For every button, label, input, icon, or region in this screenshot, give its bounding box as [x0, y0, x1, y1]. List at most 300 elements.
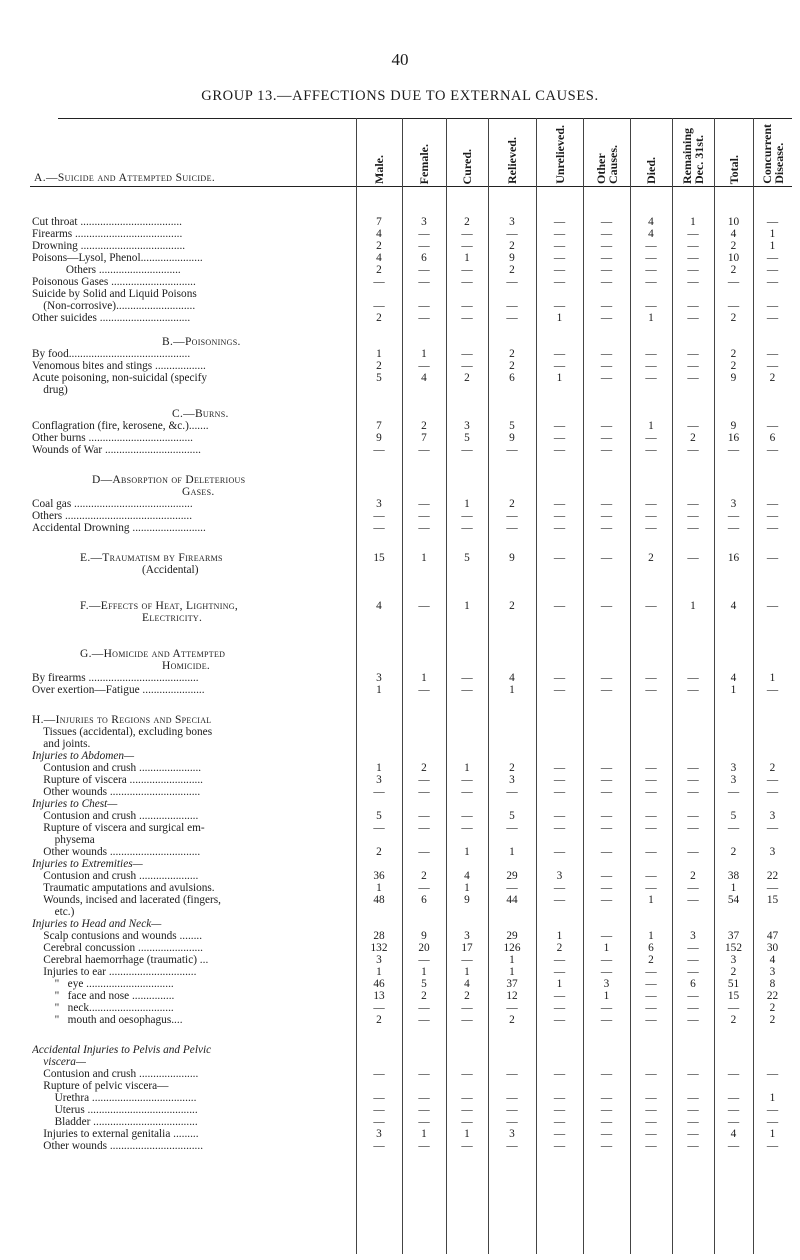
- section-heading: C.—Burns.: [172, 408, 229, 420]
- column-header-label: Other Causes.: [593, 144, 620, 184]
- row-label: Tissues (accidental), excluding bones: [32, 726, 213, 738]
- cell-other-causes: 1: [603, 990, 610, 1002]
- cell-male: 2: [376, 360, 382, 372]
- cell-male: 1: [376, 348, 382, 360]
- cell-male: 2: [376, 312, 382, 324]
- cell-female: 6: [421, 894, 427, 906]
- cell-other-causes: —: [600, 264, 613, 276]
- column-rule-relieved: [488, 118, 489, 1254]
- cell-total: 1: [730, 684, 737, 696]
- cell-cured: 1: [464, 966, 470, 978]
- cell-total: 4: [730, 228, 737, 240]
- cell-concurrent-disease: —: [766, 312, 779, 324]
- cell-relieved: 5: [509, 810, 515, 822]
- table-row: [30, 918, 792, 930]
- row-label: Contusion and crush .....................: [32, 870, 199, 882]
- cell-male: —: [373, 1068, 385, 1080]
- cell-male: —: [373, 786, 385, 798]
- cell-died: —: [645, 348, 657, 360]
- table-row: [30, 552, 792, 564]
- cell-other-causes: —: [600, 216, 613, 228]
- cell-died: —: [645, 372, 657, 384]
- row-label: Contusion and crush .....................: [32, 1068, 199, 1080]
- page-number: 40: [391, 50, 409, 69]
- cell-unrelieved: —: [553, 264, 566, 276]
- cell-concurrent-disease: 3: [769, 966, 776, 978]
- cell-total: 2: [730, 966, 737, 978]
- cell-cured: 4: [464, 978, 470, 990]
- cell-total: 10: [727, 252, 740, 264]
- cell-total: 3: [730, 954, 737, 966]
- row-label: Injuries to Head and Neck—: [32, 918, 162, 930]
- cell-total: —: [727, 1140, 740, 1152]
- table-row: [30, 474, 792, 486]
- row-label: Injuries to Abdomen—: [32, 750, 135, 762]
- cell-female: —: [418, 276, 430, 288]
- cell-remaining: —: [687, 420, 699, 432]
- cell-other-causes: —: [600, 444, 613, 456]
- cell-total: —: [727, 276, 740, 288]
- cell-total: 4: [730, 600, 737, 612]
- cell-relieved: 3: [509, 1128, 515, 1140]
- cell-relieved: —: [506, 1104, 518, 1116]
- cell-male: 1: [376, 966, 382, 978]
- cell-cured: —: [461, 312, 473, 324]
- table-row: [30, 990, 792, 1002]
- cell-female: 1: [421, 552, 427, 564]
- cell-remaining: —: [687, 552, 699, 564]
- cell-male: —: [373, 822, 385, 834]
- cell-other-causes: —: [600, 1068, 613, 1080]
- table-row: [30, 714, 792, 726]
- cell-total: 2: [730, 312, 737, 324]
- cell-died: —: [645, 882, 657, 894]
- section-heading: E.—Traumatism by Firearms: [80, 552, 223, 564]
- table-row: [30, 834, 792, 846]
- cell-concurrent-disease: 2: [769, 762, 776, 774]
- row-label: Others .............................: [32, 264, 181, 276]
- row-label: By firearms .......................................: [32, 672, 199, 684]
- cell-other-causes: —: [600, 870, 613, 882]
- cell-died: —: [645, 300, 657, 312]
- cell-concurrent-disease: 15: [766, 894, 779, 906]
- table-row: [30, 564, 792, 576]
- cell-cured: 17: [461, 942, 473, 954]
- cell-unrelieved: —: [553, 810, 566, 822]
- table-row: [30, 810, 792, 822]
- cell-remaining: 6: [690, 978, 696, 990]
- cell-total: —: [727, 510, 740, 522]
- cell-remaining: 1: [690, 600, 696, 612]
- table-row: [30, 384, 792, 396]
- table-row: [30, 336, 792, 348]
- cell-remaining: —: [687, 312, 699, 324]
- table-row: [30, 798, 792, 810]
- cell-unrelieved: —: [553, 684, 566, 696]
- row-label: " neck..............................: [32, 1002, 174, 1014]
- cell-unrelieved: —: [553, 672, 566, 684]
- cell-died: —: [645, 846, 657, 858]
- cell-female: —: [418, 360, 430, 372]
- row-label: Injuries to Chest—: [32, 798, 118, 810]
- cell-other-causes: —: [600, 1002, 613, 1014]
- cell-female: 3: [421, 216, 427, 228]
- cell-cured: 1: [464, 600, 470, 612]
- table-row: [30, 612, 792, 624]
- cell-died: 4: [648, 228, 654, 240]
- cell-unrelieved: —: [553, 1140, 566, 1152]
- table-row: [30, 738, 792, 750]
- cell-remaining: 2: [690, 870, 696, 882]
- row-label: Contusion and crush .....................: [32, 810, 199, 822]
- row-label: Bladder .....................................: [32, 1116, 198, 1128]
- cell-died: —: [645, 1140, 657, 1152]
- table-top-rule: [58, 118, 792, 119]
- cell-remaining: 1: [690, 216, 696, 228]
- cell-other-causes: —: [600, 252, 613, 264]
- cell-remaining: 3: [690, 930, 696, 942]
- cell-cured: —: [461, 444, 473, 456]
- table-row: [30, 750, 792, 762]
- table-row: [30, 1128, 792, 1140]
- cell-died: —: [645, 1068, 657, 1080]
- cell-female: —: [418, 882, 430, 894]
- cell-relieved: 2: [509, 1014, 515, 1026]
- cell-remaining: —: [687, 300, 699, 312]
- cell-total: —: [727, 522, 740, 534]
- cell-unrelieved: —: [553, 1092, 566, 1104]
- row-label: " eye ...............................: [32, 978, 174, 990]
- cell-other-causes: —: [600, 786, 613, 798]
- cell-unrelieved: —: [553, 774, 566, 786]
- cell-unrelieved: —: [553, 360, 566, 372]
- column-header-female: [402, 120, 446, 184]
- cell-other-causes: —: [600, 966, 613, 978]
- cell-relieved: 29: [506, 930, 518, 942]
- cell-female: —: [418, 774, 430, 786]
- cell-total: 15: [727, 990, 740, 1002]
- cell-remaining: —: [687, 360, 699, 372]
- cell-male: 1: [376, 882, 382, 894]
- table-row: [30, 894, 792, 906]
- row-label: Cerebral concussion .......................: [32, 942, 203, 954]
- cell-female: —: [418, 1068, 430, 1080]
- cell-cured: 2: [464, 216, 470, 228]
- cell-other-causes: —: [600, 1128, 613, 1140]
- cell-male: —: [373, 300, 385, 312]
- cell-female: 6: [421, 252, 427, 264]
- cell-female: 20: [418, 942, 430, 954]
- table-row: [30, 966, 792, 978]
- cell-cured: 1: [464, 498, 470, 510]
- cell-died: —: [645, 966, 657, 978]
- row-label: (Accidental): [142, 564, 199, 576]
- row-label: Coal gas ..........................................: [32, 498, 193, 510]
- cell-died: —: [645, 510, 657, 522]
- table-row: [30, 252, 792, 264]
- column-header-label: Female.: [417, 143, 431, 184]
- cell-other-causes: —: [600, 810, 613, 822]
- cell-total: —: [727, 1104, 740, 1116]
- cell-cured: —: [461, 264, 473, 276]
- column-header-label: Relieved.: [505, 137, 519, 184]
- cell-male: 3: [376, 774, 382, 786]
- row-label: Rupture of viscera ..........................: [32, 774, 203, 786]
- cell-relieved: 2: [509, 360, 515, 372]
- row-label: Other suicides ................................: [32, 312, 191, 324]
- row-label: Acute poisoning, non-suicidal (specify: [32, 372, 208, 384]
- cell-other-causes: —: [600, 420, 613, 432]
- cell-total: 51: [727, 978, 740, 990]
- section-heading: F.—Effects of Heat, Lightning,: [80, 600, 239, 612]
- cell-remaining: —: [687, 372, 699, 384]
- section-heading: D—Absorption of Deleterious: [92, 474, 246, 486]
- section-heading: Gases.: [182, 486, 215, 498]
- cell-unrelieved: —: [553, 1104, 566, 1116]
- cell-other-causes: —: [600, 300, 613, 312]
- cell-relieved: 126: [503, 942, 521, 954]
- row-label: Wounds of War ..................................: [32, 444, 201, 456]
- cell-male: 7: [376, 420, 382, 432]
- section-heading: Electricity.: [142, 612, 203, 624]
- cell-cured: —: [461, 300, 473, 312]
- cell-died: —: [645, 1002, 657, 1014]
- cell-relieved: 44: [506, 894, 518, 906]
- cell-relieved: 1: [509, 684, 515, 696]
- cell-remaining: 2: [690, 432, 696, 444]
- table-row: [30, 1056, 792, 1068]
- cell-female: —: [418, 1104, 430, 1116]
- cell-female: 5: [421, 978, 427, 990]
- cell-died: 2: [648, 954, 654, 966]
- cell-total: 9: [730, 420, 737, 432]
- row-label: Other wounds .................................: [32, 1140, 204, 1152]
- cell-died: —: [645, 684, 657, 696]
- cell-relieved: 1: [509, 954, 515, 966]
- cell-cured: 9: [464, 894, 470, 906]
- cell-remaining: —: [687, 348, 699, 360]
- cell-unrelieved: —: [553, 1068, 566, 1080]
- row-label: Others .............................................: [32, 510, 193, 522]
- cell-total: —: [727, 300, 740, 312]
- cell-concurrent-disease: 22: [766, 870, 779, 882]
- column-header-label: Concurrent Disease.: [759, 124, 786, 184]
- cell-male: 132: [370, 942, 388, 954]
- cell-cured: —: [461, 276, 473, 288]
- cell-total: —: [727, 1068, 740, 1080]
- column-header-label: Total.: [726, 154, 741, 184]
- cell-other-causes: —: [600, 522, 613, 534]
- cell-relieved: 5: [509, 420, 515, 432]
- cell-unrelieved: 1: [556, 978, 563, 990]
- cell-died: —: [645, 498, 657, 510]
- cell-cured: —: [461, 1002, 473, 1014]
- table-row: [30, 786, 792, 798]
- cell-female: —: [418, 1014, 430, 1026]
- cell-other-causes: —: [600, 846, 613, 858]
- row-label: viscera—: [32, 1056, 86, 1068]
- column-rule-other-causes: [583, 118, 584, 1254]
- table-row: [30, 846, 792, 858]
- cell-other-causes: —: [600, 240, 613, 252]
- column-header-label: Died.: [644, 157, 658, 184]
- cell-remaining: —: [687, 1116, 699, 1128]
- table-row: [30, 264, 792, 276]
- table-row: [30, 522, 792, 534]
- cell-relieved: 2: [509, 264, 515, 276]
- cell-concurrent-disease: —: [766, 510, 779, 522]
- cell-other-causes: —: [600, 954, 613, 966]
- cell-other-causes: —: [600, 672, 613, 684]
- cell-female: —: [418, 846, 430, 858]
- cell-died: —: [645, 1104, 657, 1116]
- column-header-label: Unrelieved.: [552, 125, 567, 184]
- cell-unrelieved: 3: [556, 870, 563, 882]
- cell-female: —: [418, 522, 430, 534]
- row-label: Contusion and crush ......................: [32, 762, 202, 774]
- cell-male: 4: [376, 228, 382, 240]
- cell-total: 2: [730, 360, 737, 372]
- cell-remaining: —: [687, 228, 699, 240]
- table-row: [30, 216, 792, 228]
- cell-remaining: —: [687, 252, 699, 264]
- cell-unrelieved: —: [553, 954, 566, 966]
- cell-unrelieved: —: [553, 846, 566, 858]
- table-body: [30, 186, 792, 1254]
- cell-other-causes: —: [600, 348, 613, 360]
- cell-male: 5: [376, 372, 382, 384]
- column-header-cured: [446, 120, 488, 184]
- cell-other-causes: —: [600, 360, 613, 372]
- cell-concurrent-disease: —: [766, 444, 779, 456]
- cell-other-causes: —: [600, 762, 613, 774]
- column-rule-female: [402, 118, 403, 1254]
- cell-female: —: [418, 1092, 430, 1104]
- cell-unrelieved: —: [553, 786, 566, 798]
- cell-total: 16: [727, 432, 740, 444]
- cell-concurrent-disease: 2: [769, 372, 776, 384]
- table-row: [30, 228, 792, 240]
- cell-unrelieved: —: [553, 894, 566, 906]
- cell-concurrent-disease: 1: [769, 1128, 776, 1140]
- cell-unrelieved: —: [553, 822, 566, 834]
- row-label: Accidental Injuries to Pelvis and Pelvic: [32, 1044, 212, 1056]
- cell-relieved: 29: [506, 870, 518, 882]
- table-row: [30, 1116, 792, 1128]
- cell-concurrent-disease: —: [766, 420, 779, 432]
- cell-relieved: 9: [509, 252, 515, 264]
- cell-female: —: [418, 684, 430, 696]
- cell-male: 3: [376, 1128, 382, 1140]
- cell-concurrent-disease: —: [766, 360, 779, 372]
- cell-male: 3: [376, 672, 382, 684]
- cell-remaining: —: [687, 882, 699, 894]
- cell-cured: —: [461, 672, 473, 684]
- cell-other-causes: —: [600, 312, 613, 324]
- table-row: [30, 420, 792, 432]
- column-rule-male: [356, 118, 357, 1254]
- row-label: Poisons—Lysol, Phenol......................: [32, 252, 203, 264]
- table-row: [30, 870, 792, 882]
- cell-other-causes: —: [600, 882, 613, 894]
- cell-cured: 5: [464, 432, 470, 444]
- cell-unrelieved: —: [553, 300, 566, 312]
- cell-relieved: 9: [509, 432, 515, 444]
- cell-died: —: [645, 990, 657, 1002]
- cell-relieved: 2: [509, 240, 515, 252]
- cell-relieved: —: [506, 1068, 518, 1080]
- section-a-heading: A.—Suicide and Attempted Suicide.: [34, 172, 216, 184]
- cell-total: 1: [730, 882, 737, 894]
- column-rule-unrelieved: [536, 118, 537, 1254]
- cell-male: 3: [376, 954, 382, 966]
- cell-male: 4: [376, 252, 382, 264]
- table-row: [30, 408, 792, 420]
- cell-other-causes: —: [600, 510, 613, 522]
- cell-remaining: —: [687, 1002, 699, 1014]
- table-row: [30, 348, 792, 360]
- cell-relieved: —: [506, 444, 518, 456]
- cell-concurrent-disease: —: [766, 276, 779, 288]
- cell-concurrent-disease: —: [766, 264, 779, 276]
- table-row: [30, 858, 792, 870]
- table-row: [30, 372, 792, 384]
- cell-concurrent-disease: 3: [769, 846, 776, 858]
- table-row: [30, 600, 792, 612]
- column-header-label: Remaining Dec. 31st.: [680, 127, 706, 184]
- row-label: Other burns .....................................: [32, 432, 193, 444]
- cell-total: 4: [730, 1128, 737, 1140]
- cell-cured: 3: [464, 420, 470, 432]
- column-rule-total: [714, 118, 715, 1254]
- cell-unrelieved: —: [553, 882, 566, 894]
- cell-relieved: —: [506, 522, 518, 534]
- cell-total: 2: [730, 348, 737, 360]
- cell-died: —: [645, 672, 657, 684]
- cell-concurrent-disease: —: [766, 600, 779, 612]
- cell-unrelieved: —: [553, 276, 566, 288]
- cell-concurrent-disease: —: [766, 498, 779, 510]
- cell-total: —: [727, 822, 740, 834]
- cell-unrelieved: —: [553, 216, 566, 228]
- row-label: and joints.: [32, 738, 91, 750]
- cell-female: 1: [421, 348, 427, 360]
- cell-died: 1: [648, 930, 654, 942]
- cell-male: 2: [376, 846, 382, 858]
- column-rule-concurrent-disease: [753, 118, 754, 1254]
- cell-total: 3: [730, 498, 737, 510]
- row-label: Cerebral haemorrhage (traumatic) ...: [32, 954, 209, 966]
- cell-remaining: —: [687, 1068, 699, 1080]
- cell-cured: —: [461, 348, 473, 360]
- cell-cured: 3: [464, 930, 470, 942]
- cell-male: 1: [376, 684, 382, 696]
- cell-died: 1: [648, 894, 654, 906]
- row-label: Venomous bites and stings ..................: [32, 360, 206, 372]
- cell-male: 3: [376, 498, 382, 510]
- cell-female: —: [418, 300, 430, 312]
- cell-other-causes: —: [600, 1140, 613, 1152]
- cell-male: 2: [376, 240, 382, 252]
- cell-female: —: [418, 240, 430, 252]
- cell-relieved: 1: [509, 846, 515, 858]
- table-row: [30, 978, 792, 990]
- table-row: [30, 660, 792, 672]
- cell-total: —: [727, 786, 740, 798]
- table-row: [30, 942, 792, 954]
- cell-cured: 4: [464, 870, 470, 882]
- cell-cured: 2: [464, 372, 470, 384]
